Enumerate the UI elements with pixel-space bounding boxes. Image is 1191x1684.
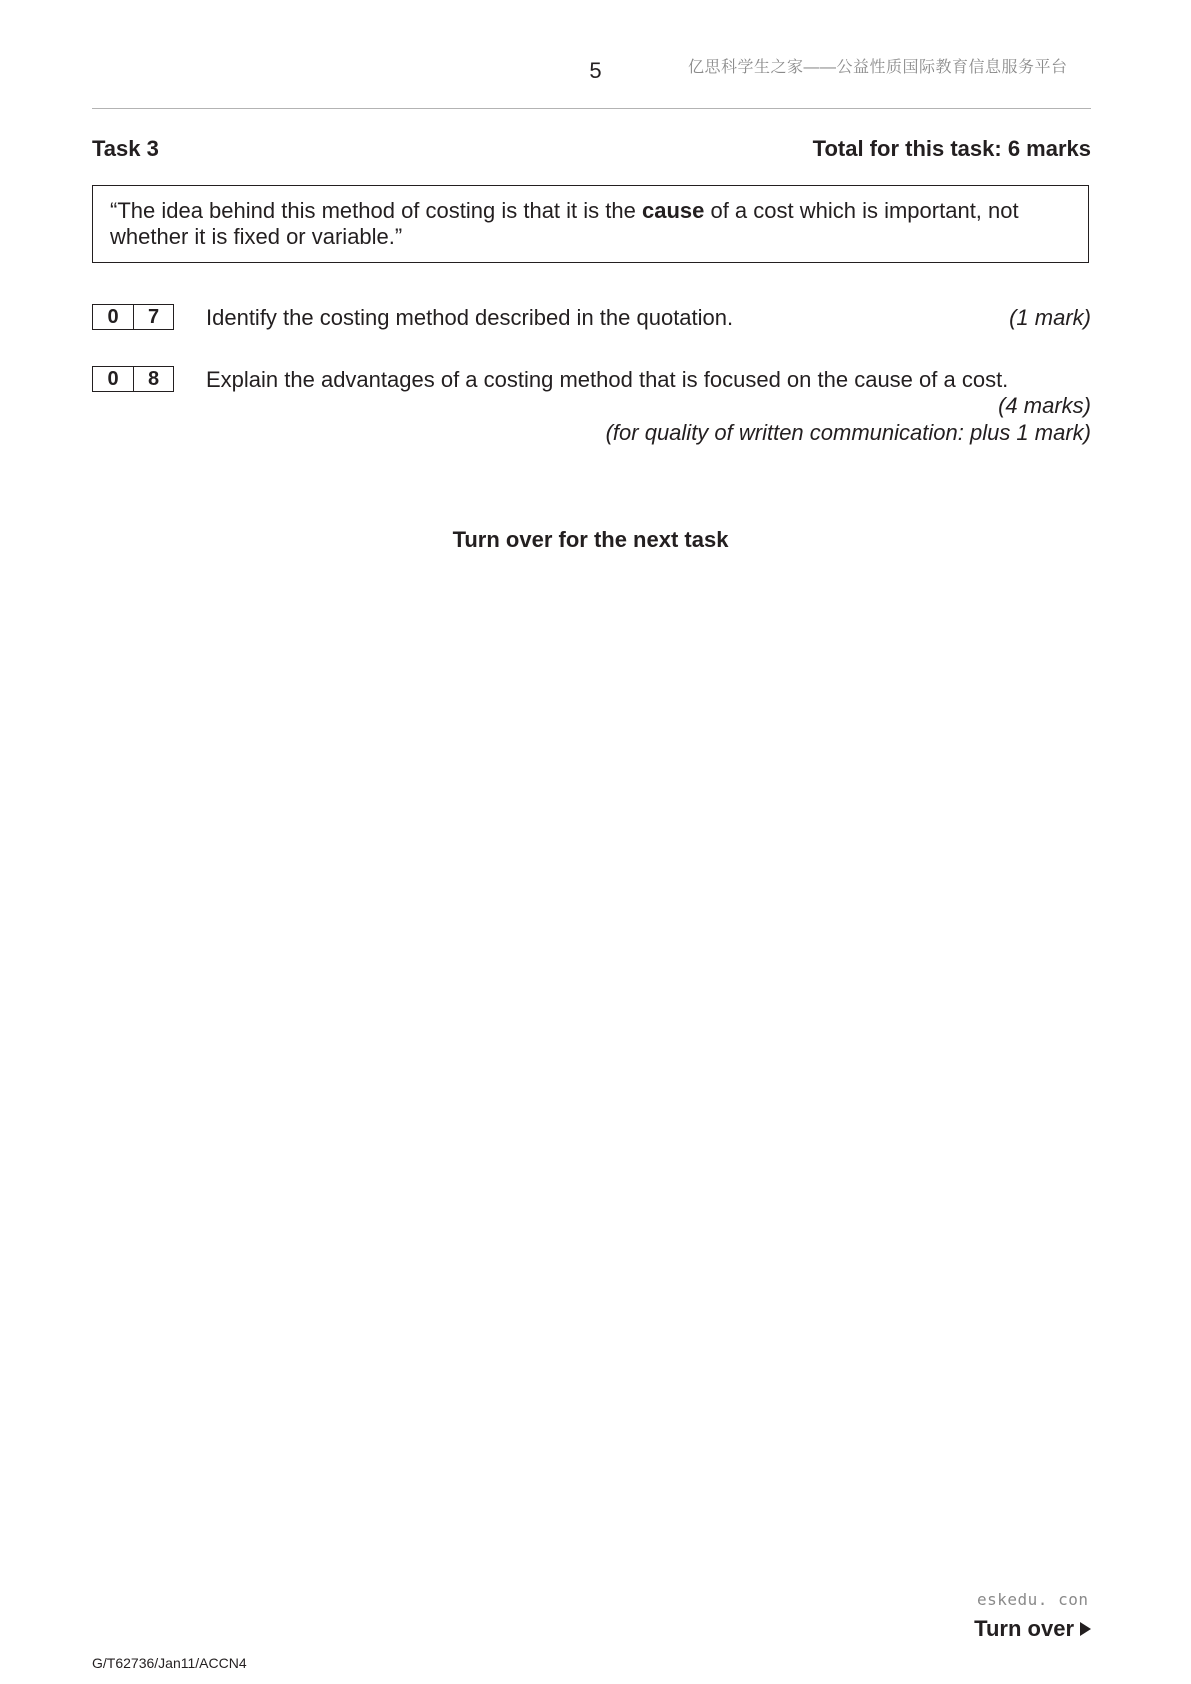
turn-over-label: Turn over [974, 1616, 1074, 1641]
question-07-marks: (1 mark) [1009, 305, 1091, 330]
question-08-marks: (4 marks) [998, 393, 1091, 418]
quotation-box [92, 185, 1089, 263]
task-total-marks: Total for this task: 6 marks [812, 136, 1091, 161]
quote-text-bold: cause [641, 198, 705, 223]
question-digit: 0 [107, 305, 119, 328]
task-title: Task 3 [92, 136, 159, 161]
question-digit: 8 [133, 367, 173, 391]
header-divider [92, 108, 1091, 109]
question-digit: 0 [107, 367, 119, 390]
turn-over [974, 1616, 1091, 1642]
question-digit: 7 [133, 305, 173, 329]
quote-text-after: of a cost which is important, not whether it is fixed or variable.” [110, 198, 1019, 249]
question-08-text: Explain the advantages of a costing method that is focused on the cause of a cost. [206, 367, 1009, 392]
play-arrow-icon [1080, 1622, 1091, 1636]
question-08-qwc-marks: (for quality of written communication: plus 1 mark) [605, 420, 1091, 445]
page-number: 5 [589, 58, 602, 83]
question-07-text: Identify the costing method described in the quotation. [206, 305, 734, 330]
footer-watermark: eskedu. con [977, 1590, 1089, 1609]
question-number-box-08 [92, 366, 174, 392]
quote-text-before: “The idea behind this method of costing is that it is the [110, 198, 642, 223]
paper-code: G/T62736/Jan11/ACCN4 [92, 1655, 247, 1671]
question-number-box-07 [92, 304, 174, 330]
turn-over-next-task: Turn over for the next task [452, 527, 729, 552]
header-watermark: 亿思科学生之家——公益性质国际教育信息服务平台 [688, 59, 1068, 76]
